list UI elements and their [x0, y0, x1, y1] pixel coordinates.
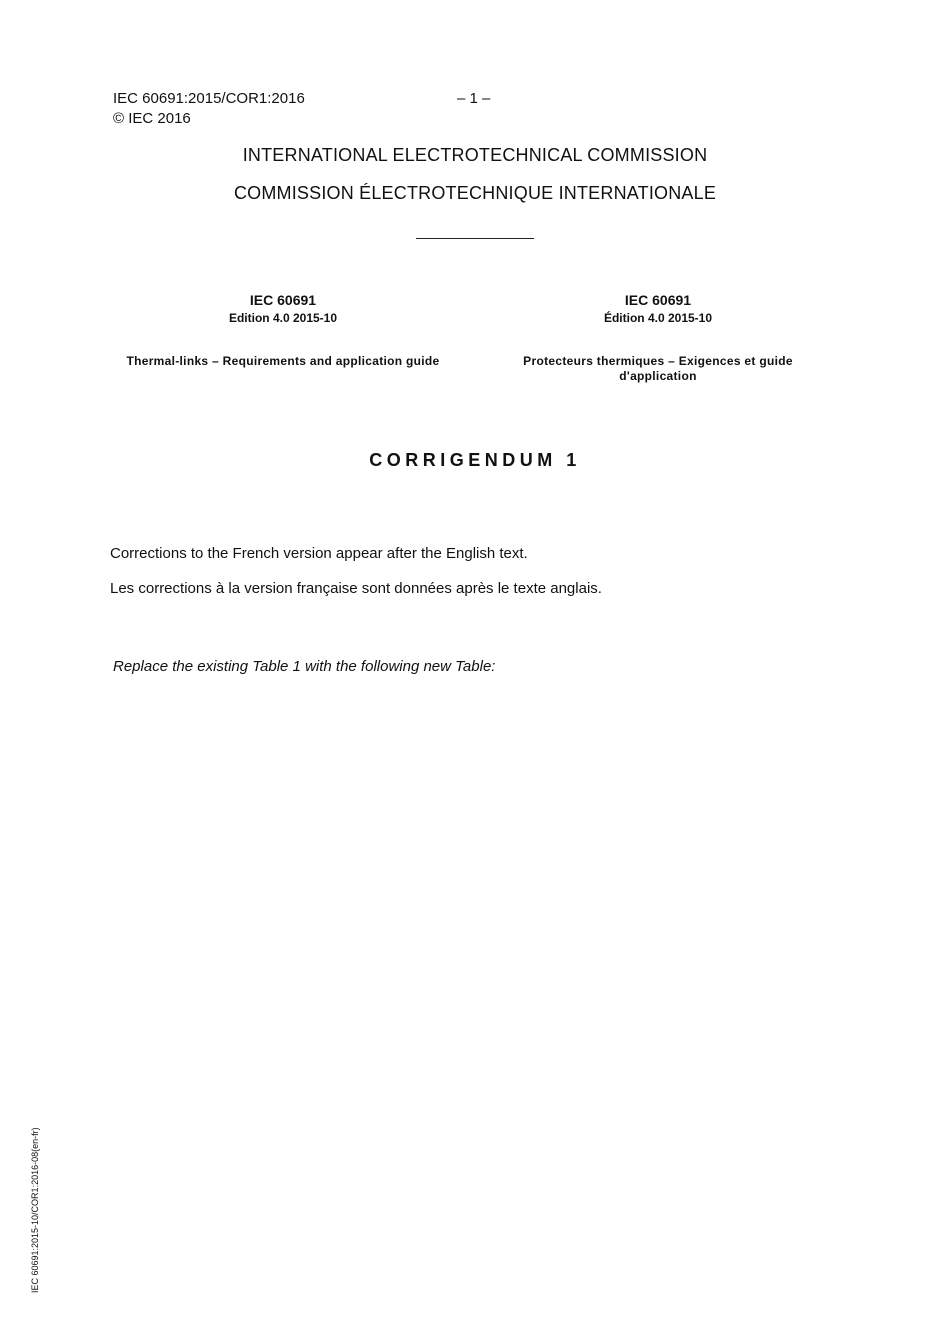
replacement-instruction: Replace the existing Table 1 with the following new Table: — [113, 658, 496, 675]
side-document-label: IEC 60691:2015-10/COR1:2016-08(en-fr) — [30, 1127, 40, 1293]
organization-name-english: INTERNATIONAL ELECTROTECHNICAL COMMISSION — [242, 145, 708, 165]
standard-edition-english: Edition 4.0 2015-10 — [228, 311, 338, 325]
standard-title-english: Thermal-links – Requirements and application guide — [126, 354, 440, 368]
corrigendum-title: CORRIGENDUM 1 — [369, 450, 581, 470]
standard-title-french: Protecteurs thermiques – Exigences et guide d'application — [523, 354, 793, 383]
organization-name-french: COMMISSION ÉLECTROTECHNIQUE INTERNATIONALE — [233, 183, 717, 203]
standard-edition-french: Édition 4.0 2015-10 — [603, 311, 713, 325]
standard-number-english: IEC 60691 — [249, 292, 317, 308]
document-reference: IEC 60691:2015/COR1:2016 — [113, 90, 305, 107]
note-french: Les corrections à la version française sont données après le texte anglais. — [110, 580, 602, 597]
page-number: – 1 – — [457, 90, 491, 107]
separator-rule — [416, 238, 534, 239]
copyright-notice: © IEC 2016 — [113, 110, 191, 127]
note-english: Corrections to the French version appear after the English text. — [110, 545, 528, 562]
standard-number-french: IEC 60691 — [624, 292, 692, 308]
